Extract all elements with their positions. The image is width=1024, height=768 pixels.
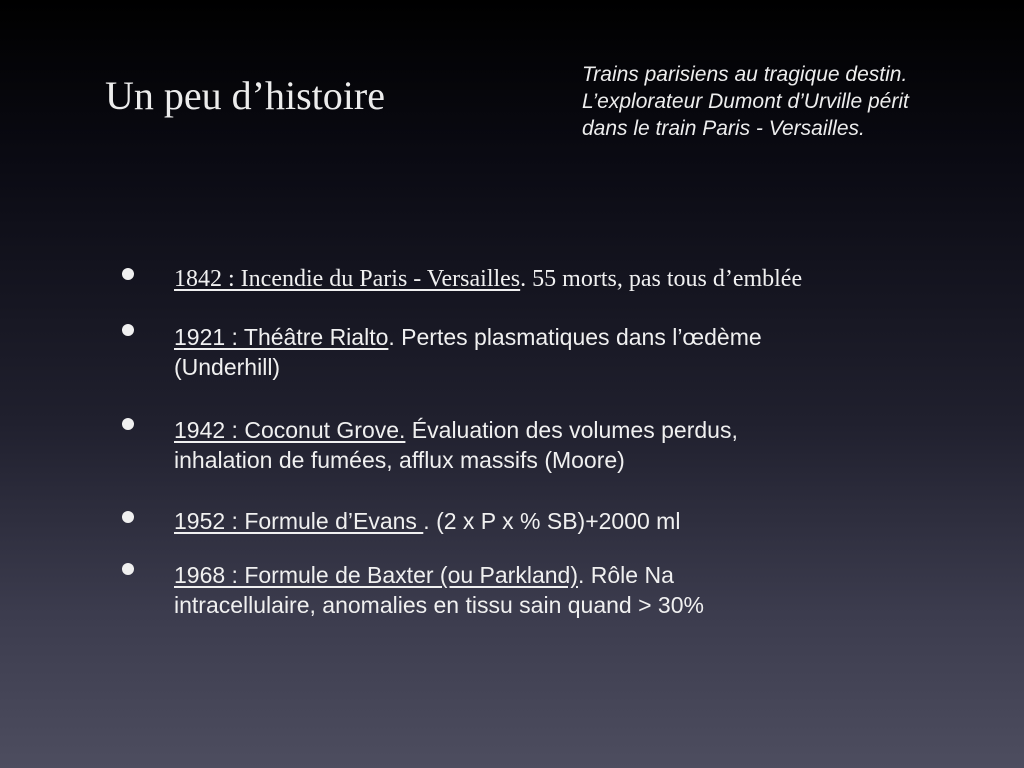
subtitle-line-1: Trains parisiens au tragique destin. — [582, 63, 908, 86]
bullet-dot-icon — [122, 511, 134, 523]
slide-title: Un peu d’histoire — [105, 73, 385, 118]
bullet-link-1952[interactable]: 1952 : Formule d’Evans — [174, 508, 424, 534]
bullet-text — [174, 322, 994, 382]
slide-subtitle — [582, 61, 1012, 142]
bullet-dot-icon — [122, 268, 134, 280]
bullet-rest: . Rôle Na — [577, 562, 674, 588]
bullet-dot-icon — [122, 418, 134, 430]
bullet-link-1921[interactable]: 1921 : Théâtre Rialto — [174, 324, 389, 350]
bullet-link-1942[interactable]: 1942 : Coconut Grove. — [174, 417, 406, 443]
bullet-line2: intracellulaire, anomalies en tissu sain quand > 30% — [174, 592, 704, 618]
bullet-rest: . (2 x P x % SB)+2000 ml — [423, 508, 681, 534]
bullet-link-1842[interactable]: 1842 : Incendie du Paris - Versailles — [174, 266, 521, 292]
subtitle-line-3: dans le train Paris - Versailles. — [582, 117, 865, 140]
bullet-dot-icon — [122, 563, 134, 575]
bullet-rest: . 55 morts, pas tous d’emblée — [520, 266, 803, 292]
bullet-dot-icon — [122, 324, 134, 336]
bullet-link-1968[interactable]: 1968 : Formule de Baxter (ou Parkland) — [174, 562, 578, 588]
bullet-rest: Évaluation des volumes perdus, — [405, 417, 738, 443]
bullet-text — [174, 506, 994, 536]
bullet-line2: inhalation de fumées, afflux massifs (Moore) — [174, 447, 625, 473]
bullet-rest: . Pertes plasmatiques dans l’œdème — [388, 324, 762, 350]
bullet-text — [174, 264, 994, 294]
bullet-text — [174, 415, 994, 475]
bullet-line2: (Underhill) — [174, 354, 281, 380]
bullet-text — [174, 560, 994, 620]
subtitle-line-2: L’explorateur Dumont d’Urville périt — [582, 90, 909, 113]
